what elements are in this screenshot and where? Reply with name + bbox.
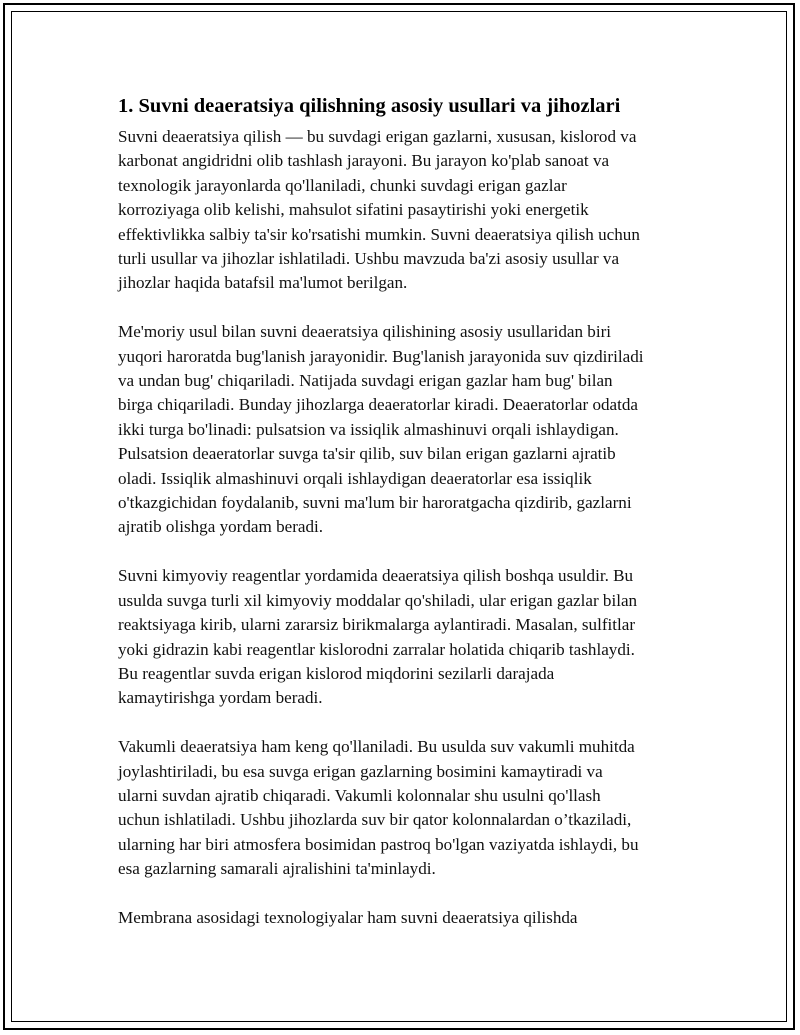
text-line: usulda suvga turli xil kimyoviy moddalar qo'shiladi, ular erigan gazlar bilan — [118, 590, 638, 610]
text-line: birga chiqariladi. Bunday jihozlarga deaeratorlar kiradi. Deaeratorlar odatda — [118, 395, 639, 415]
text-line: Suvni deaeratsiya qilish — bu suvdagi erigan gazlarni, xususan, kislorod va — [118, 127, 637, 146]
paragraph-intro — [118, 125, 693, 296]
paragraph-membrane-method — [118, 906, 693, 930]
text-line: effektivlikka salbiy ta'sir ko'rsatishi mumkin. Suvni deaeratsiya qilish uchun — [118, 224, 640, 244]
text-line: va undan bug' chiqariladi. Natijada suvdagi erigan gazlar ham bug' bilan — [118, 371, 613, 391]
text-line: texnologik jarayonlarda qo'llaniladi, chunki suvdagi erigan gazlar — [118, 175, 567, 195]
text-line: karbonat angidridni olib tashlash jarayoni. Bu jarayon ko'plab sanoat va — [118, 151, 610, 171]
text-line: joylashtiriladi, bu esa suvga erigan gazlarning bosimini kamaytiradi va — [118, 761, 603, 781]
text-line: yuqori haroratda bug'lanish jarayonidir. Bug'lanish jarayonida suv qizdiriladi — [118, 346, 644, 366]
text-line: Membrana asosidagi texnologiyalar ham suvni deaeratsiya qilishda — [118, 907, 578, 927]
text-line: esa gazlarning samarali ajralishini ta'minlaydi. — [118, 859, 436, 879]
text-line: Suvni kimyoviy reagentlar yordamida deaeratsiya qilish boshqa usuldir. Bu — [118, 566, 634, 586]
text-line: kamaytirishga yordam beradi. — [118, 688, 323, 708]
text-line: reaktsiyaga kirib, ularni zararsiz birikmalarga aylantiradi. Masalan, sulfitlar — [118, 615, 636, 635]
document-body — [118, 92, 693, 955]
text-line: uchun ishlatiladi. Ushbu jihozlarda suv bir qator kolonnalardan o’tkaziladi, — [118, 810, 632, 830]
text-line: ajratib olishga yordam beradi. — [118, 517, 324, 537]
text-line: Me'moriy usul bilan suvni deaeratsiya qilishining asosiy usullaridan biri — [118, 322, 612, 342]
text-line: ularni suvdan ajratib chiqaradi. Vakumli kolonnalar shu usulni qo'llash — [118, 785, 601, 805]
section-heading: 1. Suvni deaeratsiya qilishning asosiy usullari va jihozlari — [118, 95, 621, 117]
text-line: ularning har biri atmosfera bosimidan pastroq bo'lgan vaziyatda ishlaydi, bu — [118, 834, 639, 854]
text-line: Bu reagentlar suvda erigan kislorod miqdorini sezilarli darajada — [118, 663, 555, 683]
text-line: jihozlar haqida batafsil ma'lumot berilgan. — [118, 273, 408, 293]
paragraph-thermal-method — [118, 320, 693, 540]
text-line: Vakumli deaeratsiya ham keng qo'llaniladi. Bu usulda suv vakumli muhitda — [118, 737, 635, 757]
text-line: o'tkazgichidan foydalanib, suvni ma'lum bir haroratgacha qizdirib, gazlarni — [118, 493, 632, 513]
text-line: Pulsatsion deaeratorlar suvga ta'sir qilib, suv bilan erigan gazlarni ajratib — [118, 444, 616, 464]
text-line: oladi. Issiqlik almashinuvi orqali ishlaydigan deaeratorlar esa issiqlik — [118, 468, 592, 488]
text-line: ikki turga bo'linadi: pulsatsion va issiqlik almashinuvi orqali ishlaydigan. — [118, 419, 619, 439]
paragraph-chemical-method — [118, 564, 693, 710]
paragraph-vacuum-method — [118, 735, 693, 881]
text-line: yoki gidrazin kabi reagentlar kislorodni zarralar holatida chiqarib tashlaydi. — [118, 639, 635, 659]
text-line: korroziyaga olib kelishi, mahsulot sifatini pasaytirishi yoki energetik — [118, 200, 589, 220]
text-line: turli usullar va jihozlar ishlatiladi. Ushbu mavzuda ba'zi asosiy usullar va — [118, 249, 620, 269]
